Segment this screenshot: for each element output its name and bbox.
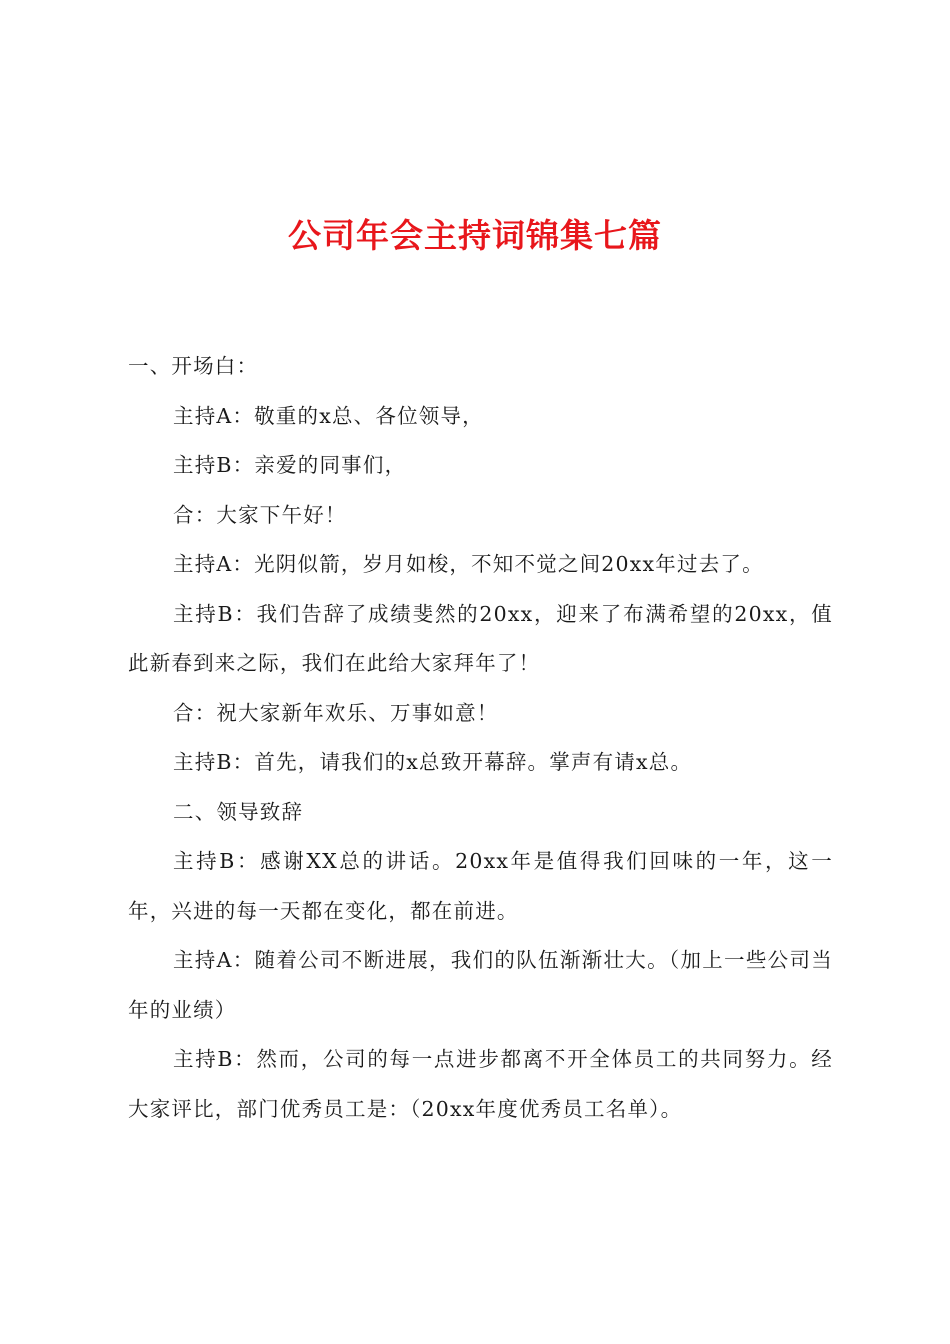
paragraph: 一、开场白：	[128, 354, 259, 378]
paragraph: 主持A：随着公司不断进展，我们的队伍渐渐壮大。（加上一些公司当年的业绩）	[128, 948, 833, 1022]
paragraph: 主持B：首先，请我们的x总致开幕辞。掌声有请x总。	[173, 750, 693, 774]
paragraph: 主持B：我们告辞了成绩斐然的20xx，迎来了布满希望的20xx，值此新春到来之际，我们在此给大家拜年了！	[128, 601, 833, 675]
document-body	[128, 342, 833, 1134]
document-title: 公司年会主持词锦集七篇	[288, 216, 662, 255]
paragraph: 主持B：然而，公司的每一点进步都离不开全体员工的共同努力。经大家评比，部门优秀员工是：（20xx年度优秀员工名单）。	[128, 1047, 833, 1121]
paragraph: 主持A：敬重的x总、各位领导，	[173, 403, 484, 428]
section-heading: 二、领导致辞	[173, 799, 304, 824]
paragraph: 合：祝大家新年欢乐、万事如意！	[173, 700, 499, 725]
paragraph: 主持B：亲爱的同事们，	[173, 453, 407, 477]
paragraph: 合：大家下午好！	[173, 502, 347, 527]
paragraph: 主持A：光阴似箭，岁月如梭，不知不觉之间20xx年过去了。	[173, 552, 764, 576]
paragraph: 主持B：感谢XX总的讲话。20xx年是值得我们回味的一年，这一年，兴进的每一天都在变化，都在前进。	[128, 849, 833, 923]
